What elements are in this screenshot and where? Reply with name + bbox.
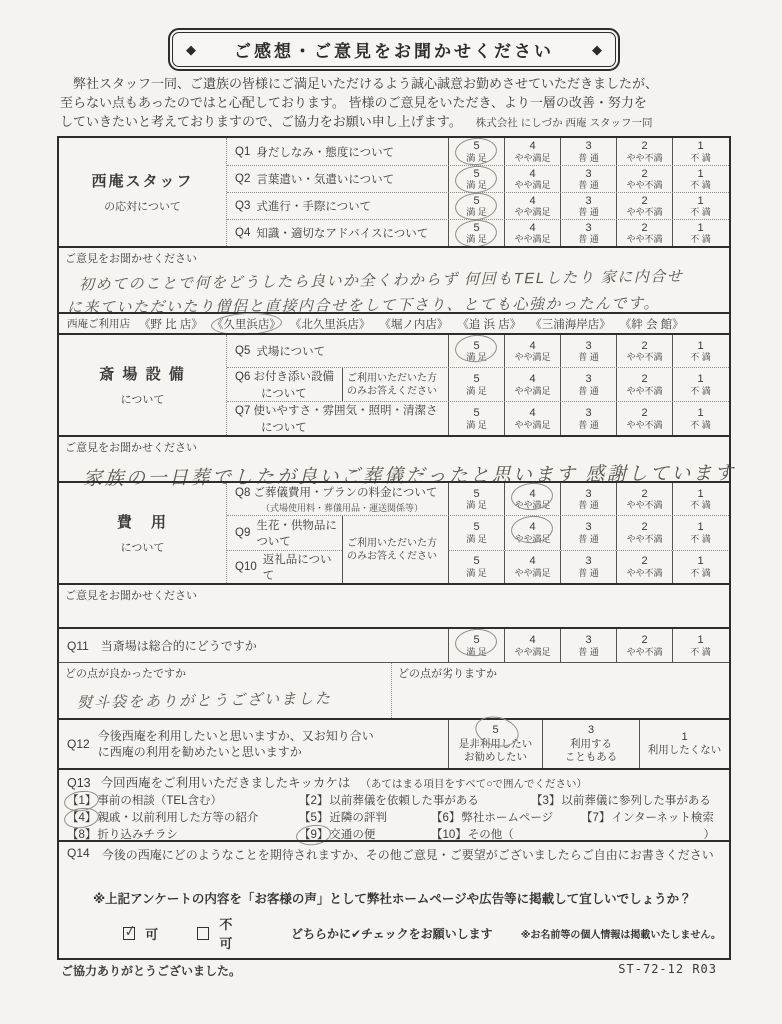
rating-option-5[interactable]: 5 満 足: [449, 138, 504, 165]
conditional-note: ご利用いただいた方 のみお答えください: [342, 516, 448, 584]
question-row-q7: [227, 401, 729, 435]
rating-option-4[interactable]: 4 やや満足: [504, 166, 560, 192]
rating-option-3[interactable]: 3 普 通: [560, 193, 616, 219]
store-row-label: 西庵ご利用店: [67, 318, 130, 330]
q13-option-5[interactable]: 【5】 近隣の評判: [299, 812, 387, 824]
rating-option-2[interactable]: 2 やや不満: [616, 138, 672, 165]
rating-option-2[interactable]: 2 やや不満: [616, 220, 672, 246]
rating-row-q10: [448, 550, 728, 584]
rating-option-3[interactable]: 3 普 通: [560, 551, 616, 584]
rating-option-2[interactable]: 2 やや不満: [616, 335, 672, 367]
rating-option-1[interactable]: 1 不 満: [672, 335, 728, 367]
rating-option-4[interactable]: 4 やや満足: [504, 138, 560, 165]
q12-option-5[interactable]: 5 是非利用したい お勧めしたい: [448, 720, 542, 768]
rating-option-5[interactable]: 5 満 足: [466, 555, 487, 578]
section-staff-label: [59, 138, 227, 246]
rating-option-1[interactable]: 1 不 満: [672, 516, 728, 550]
question-rows-q9-q10: [227, 515, 729, 583]
comment-prompt: ご意見をお聞かせください: [65, 253, 197, 265]
rating-option-5[interactable]: 5 満 足: [449, 166, 504, 192]
q13-option-9[interactable]: 【9】 交通の便: [299, 829, 376, 841]
rating-row-q8: [448, 483, 728, 515]
store-option-oppama[interactable]: 《追 浜 店》: [457, 318, 522, 331]
section-recommend: [59, 718, 729, 768]
question-row-q11: [59, 629, 729, 662]
rating-option-1[interactable]: 1 不 満: [672, 220, 728, 246]
question-label-q5: Q5 式場について: [235, 345, 326, 358]
section-label-sub: について: [120, 394, 165, 406]
rating-option-4[interactable]: 4 やや満足: [504, 335, 560, 367]
question-label-q1: Q1 身だしなみ・態度について: [235, 145, 395, 159]
rating-option-5[interactable]: 5 満 足: [449, 335, 504, 367]
q13-options-row: [67, 810, 721, 826]
section-staff: [59, 138, 729, 246]
q13-option-2[interactable]: 【2】 以前葬儀を依頼した事がある: [299, 795, 479, 807]
comment-prompt: ご意見をお聞かせください: [65, 590, 197, 602]
q13-option-1[interactable]: 【1】 事前の相談（TEL含む）: [67, 795, 222, 807]
rating-option-3[interactable]: 3 普 通: [560, 483, 616, 515]
rating-option-4[interactable]: 4 やや満足: [504, 220, 560, 246]
privacy-note: ※お名前等の個人情報は掲載いたしません。: [520, 929, 722, 941]
comment-area-cost[interactable]: [59, 583, 729, 627]
question-label-q10: Q10 返礼品について: [227, 550, 342, 584]
consent-ok-checkbox[interactable]: [123, 927, 135, 940]
intro-line: 至らない点もあったのではと心配しております。 皆様のご意見をいただき、より一層の改善・努力を: [60, 95, 647, 111]
section-facility-label: [59, 335, 227, 435]
diamond-icon: ◆: [186, 41, 196, 57]
question-row-q5: [227, 335, 729, 367]
good-points-area[interactable]: [59, 663, 392, 718]
document-number: ST-72-12 R03: [618, 962, 717, 976]
store-option-kitakurihama[interactable]: 《北久里浜店》: [289, 318, 371, 331]
section-label-main: 費 用: [116, 514, 168, 531]
rating-option-4[interactable]: 4 やや満足: [504, 483, 560, 515]
q11-detail-row: [59, 662, 729, 718]
store-option-horinouchi[interactable]: 《堀ノ内店》: [379, 318, 449, 331]
rating-row-q3: [448, 193, 728, 219]
rating-row-q1: [448, 138, 728, 165]
bad-points-prompt: どの点が劣りますか: [398, 668, 497, 681]
rating-option-4[interactable]: 4 やや満足: [504, 402, 560, 435]
question-row-q4: [227, 219, 729, 246]
rating-option-2[interactable]: 2 やや不満: [616, 193, 672, 219]
rating-option-3[interactable]: 3 普 通: [560, 335, 616, 367]
question-label-q12: Q12 今後西庵を利用したいと思いますか、又お知り合い に西庵の利用を勧めたいと思いますか: [67, 728, 374, 759]
rating-row-q6: [448, 368, 728, 401]
intro-paragraph: [60, 74, 738, 132]
q12-option-1[interactable]: 1 利用したくない: [639, 720, 729, 768]
store-option-kizuna[interactable]: 《絆 会 館》: [619, 318, 684, 331]
comment-area-facility[interactable]: [59, 435, 736, 490]
handwritten-comment-line: 初めてのことで何をどうしたら良いか全くわからず 何回もTELしたり 家に内合せ: [78, 268, 684, 294]
rating-option-5[interactable]: 5 満 足: [449, 629, 504, 662]
rating-option-5[interactable]: 5 満 足: [449, 220, 504, 246]
q14-free-answer-area[interactable]: [67, 863, 721, 889]
rating-option-5[interactable]: 5 満 足: [449, 193, 504, 219]
consent-ok-label: 可: [145, 926, 162, 942]
question-row-q2: [227, 165, 729, 192]
comment-area-staff[interactable]: [59, 246, 729, 317]
rating-option-1[interactable]: 1 不 満: [672, 629, 728, 662]
store-option-kurihama[interactable]: 《久里浜店》: [212, 316, 281, 332]
good-points-prompt: どの点が良かったですか: [65, 668, 186, 681]
rating-row-q2: [448, 166, 728, 192]
form-title-box: [168, 28, 620, 71]
q14-number: Q14: [67, 846, 90, 860]
section-cost: [59, 481, 729, 583]
consent-instruction: どちらかに✔チェックをお願いします: [290, 926, 493, 941]
rating-option-3[interactable]: 3 普 通: [560, 138, 616, 165]
rating-option-1[interactable]: 1 不 満: [672, 368, 728, 401]
question-label-q3: Q3 式進行・手際について: [235, 200, 372, 213]
rating-option-4[interactable]: 4 やや満足: [504, 551, 560, 584]
rating-option-4[interactable]: 4 やや満足: [504, 193, 560, 219]
q13-option-8[interactable]: 【8】 折り込みチラシ: [67, 829, 178, 841]
consent-row: [67, 914, 721, 952]
consent-ng-checkbox[interactable]: [197, 927, 209, 940]
q13-question: 今回西庵をご利用いただきましたキッカケは: [100, 776, 351, 790]
question-label-q11: Q11 当斎場は総合的にどうですか: [67, 638, 257, 654]
q13-option-10[interactable]: 【10】 その他（ ）: [431, 829, 715, 841]
company-signature: 株式会社 にしづか 西庵 スタッフ一同: [475, 117, 653, 130]
section-label-sub: について: [120, 542, 165, 554]
rating-option-5[interactable]: 5 満 足: [466, 373, 487, 396]
bad-points-area[interactable]: [392, 663, 729, 718]
q13-number: Q13: [67, 776, 91, 790]
rating-option-2[interactable]: 2 やや不満: [616, 402, 672, 435]
store-option-nobi[interactable]: 《野 比 店》: [139, 318, 203, 331]
conditional-note: ご利用いただいた方 のみお答えください: [342, 368, 448, 401]
q13-option-7[interactable]: 【7】 インターネット検索: [581, 812, 714, 824]
question-row-q3: [227, 192, 729, 219]
rating-row-q5: [448, 335, 728, 367]
rating-option-1[interactable]: 1 不 満: [672, 551, 728, 584]
section-expectations: [59, 840, 729, 958]
comment-prompt: ご意見をお聞かせください: [65, 442, 197, 454]
rating-option-3[interactable]: 3 普 通: [560, 402, 616, 435]
rating-option-1[interactable]: 1 不 満: [672, 166, 728, 192]
q12-option-3[interactable]: 3 利用する こともある: [542, 720, 639, 768]
rating-row-q9: [448, 516, 728, 550]
handwritten-comment-line: 家族の一日葬でしたが良いご葬儀だったと思います 感謝しています: [82, 463, 736, 490]
rating-option-1[interactable]: 1 不 満: [672, 193, 728, 219]
rating-option-4[interactable]: 4 やや満足: [504, 629, 560, 662]
q14-question: 今後の西庵にどのようなことを期待されますか、その他ご意見・ご要望がございましたらご自由にお書きください: [101, 848, 714, 862]
section-label-main: 斎 場 設 備: [99, 366, 186, 383]
consent-question: ※上記アンケートの内容を「お客様の声」として弊社ホームページや広告等に掲載して宜しいでしょうか？: [93, 892, 692, 906]
q13-option-4[interactable]: 【4】 親戚・以前利用した方等の紹介: [67, 812, 259, 824]
rating-option-3[interactable]: 3 普 通: [560, 629, 616, 662]
rating-option-2[interactable]: 2 やや不満: [616, 551, 672, 584]
question-label-q6: Q6 お付き添い設備 について: [235, 371, 335, 400]
rating-option-3[interactable]: 3 普 通: [560, 368, 616, 401]
q13-option-3[interactable]: 【3】 以前葬儀に参列した事がある: [531, 795, 711, 807]
section-label-main: 西庵スタッフ: [91, 173, 194, 190]
section-label-sub: の応対について: [104, 201, 181, 213]
rating-option-2[interactable]: 2 やや不満: [616, 516, 672, 550]
section-facility: [59, 333, 729, 435]
store-option-miurakaigan[interactable]: 《三浦海岸店》: [530, 318, 611, 331]
question-label-q7: Q7 使いやすさ・雰囲気・照明・清潔さ について: [235, 405, 438, 434]
survey-table: [57, 136, 736, 960]
question-row-q1: [227, 138, 729, 165]
rating-option-5[interactable]: 5 満 足: [466, 407, 487, 430]
rating-option-5[interactable]: 5 満 足: [466, 521, 487, 544]
rating-row-q11: [448, 629, 728, 662]
rating-option-2[interactable]: 2 やや不満: [616, 629, 672, 662]
thanks-text: ご協力ありがとうございました。: [61, 964, 242, 978]
question-row-q8: [227, 483, 729, 515]
question-label-q9: Q9 生花・供物品について: [235, 519, 337, 548]
q12-options: [448, 720, 729, 768]
store-selection-row: [59, 312, 729, 333]
page-footer: [57, 962, 727, 979]
handwritten-good-point: 熨斗袋をありがとうございました: [76, 690, 333, 712]
rating-option-5[interactable]: 5 満 足: [466, 487, 487, 511]
rating-option-4[interactable]: 4 やや満足: [504, 516, 560, 550]
section-overall: [59, 627, 729, 718]
question-row-q6: [227, 367, 729, 401]
rating-option-1[interactable]: 1 不 満: [672, 402, 728, 435]
rating-option-1[interactable]: 1 不 満: [672, 483, 728, 515]
section-cost-label: [59, 483, 227, 583]
rating-option-2[interactable]: 2 やや不満: [616, 166, 672, 192]
q13-options-row: [67, 793, 721, 809]
intro-line: 弊社スタッフ一同、ご遺族の皆様にご満足いただけるよう誠心誠意お勤めさせていただきましたが、: [73, 76, 659, 91]
rating-row-q7: [448, 402, 728, 435]
rating-option-3[interactable]: 3 普 通: [560, 166, 616, 192]
rating-option-3[interactable]: 3 普 通: [560, 220, 616, 246]
q13-note: （あてはまる項目をすべて○で囲んでください）: [360, 778, 588, 790]
rating-option-2[interactable]: 2 やや不満: [616, 483, 672, 515]
q13-option-6[interactable]: 【6】 弊社ホームページ: [431, 812, 554, 824]
page-title: ご感想・ご意見をお聞かせください: [234, 42, 554, 61]
question-label-q4: Q4 知識・適切なアドバイスについて: [235, 227, 429, 240]
rating-row-q4: [448, 220, 728, 246]
rating-option-1[interactable]: 1 不 満: [672, 138, 728, 165]
consent-ng-label: 不 可: [219, 917, 236, 951]
rating-option-2[interactable]: 2 やや不満: [616, 368, 672, 401]
question-label-q2: Q2 言葉遣い・気遣いについて: [235, 173, 395, 186]
handwritten-comment-line: に来ていただいたり僧侶と直接内合せをして下さり、とても心強かったんです。: [66, 295, 660, 317]
question-label-q8: Q8 ご葬儀費用・プランの料金について （式場使用料・葬儀用品・運送関係等）: [235, 487, 438, 513]
diamond-icon: ◆: [592, 41, 602, 57]
rating-option-3[interactable]: 3 普 通: [560, 516, 616, 550]
intro-line: していきたいと考えておりますので、ご協力をお願い申し上げます。 株式会社 にしづか 西庵 スタッフ一同: [60, 114, 653, 130]
section-trigger: [59, 768, 729, 840]
rating-option-4[interactable]: 4 やや満足: [504, 368, 560, 401]
